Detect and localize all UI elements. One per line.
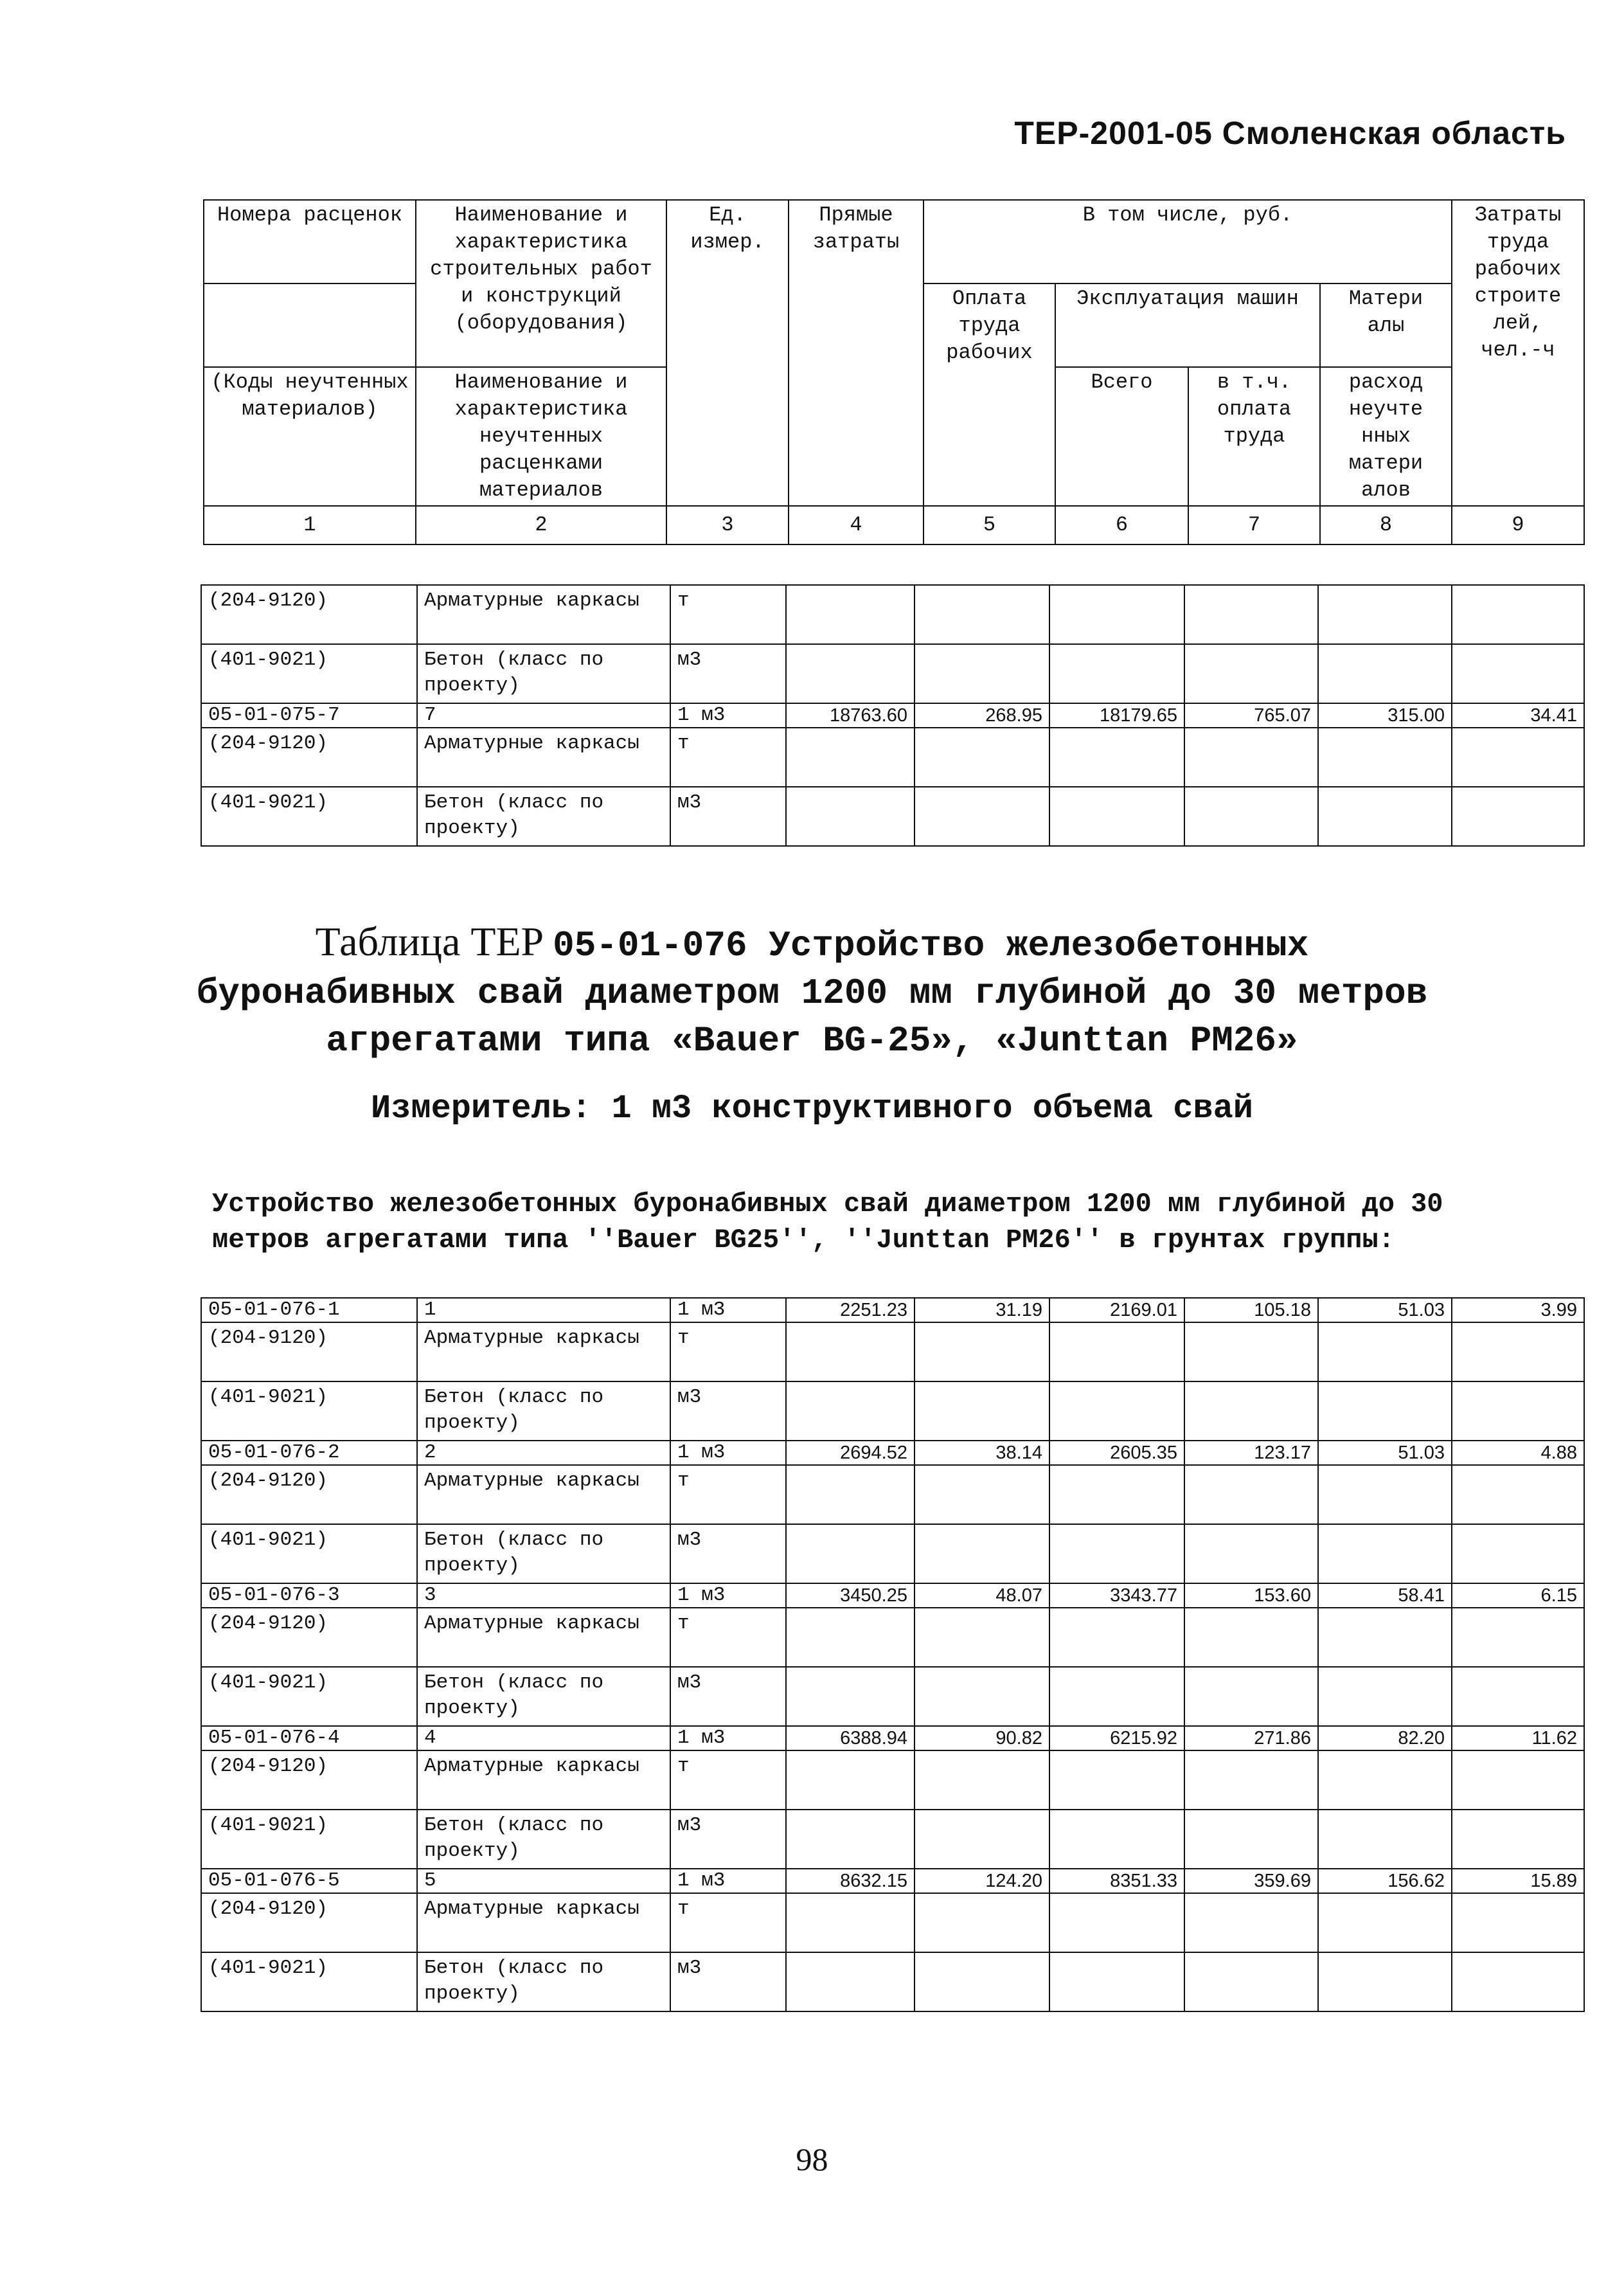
table-row xyxy=(201,1322,1584,1381)
row-labor-hours xyxy=(1452,644,1584,703)
row-materials xyxy=(1318,787,1452,846)
row-unit: 1 м3 xyxy=(670,1726,786,1750)
row-name: Арматурные каркасы xyxy=(417,728,670,787)
row-unit: м3 xyxy=(670,1952,786,2011)
row-labor-pay xyxy=(915,1465,1049,1524)
row-direct-costs xyxy=(786,644,915,703)
column-number: 7 xyxy=(1188,506,1320,544)
row-code: 05-01-076-3 xyxy=(201,1583,417,1608)
header-rate-numbers: Номера расценок xyxy=(204,200,416,283)
row-labor-pay xyxy=(915,1667,1049,1726)
row-machine-labor xyxy=(1184,787,1318,846)
row-labor-pay xyxy=(915,1608,1049,1667)
row-materials xyxy=(1318,1381,1452,1441)
row-labor-pay xyxy=(915,1524,1049,1583)
row-direct-costs xyxy=(786,1465,915,1524)
row-direct-costs xyxy=(786,1608,915,1667)
row-labor-pay xyxy=(915,728,1049,787)
table-row xyxy=(201,1893,1584,1952)
row-labor-pay: 31.19 xyxy=(915,1298,1049,1322)
row-labor-pay xyxy=(915,1750,1049,1810)
row-machine-total xyxy=(1049,1381,1184,1441)
row-direct-costs xyxy=(786,787,915,846)
row-unit: м3 xyxy=(670,1381,786,1441)
row-machine-labor: 271.86 xyxy=(1184,1726,1318,1750)
row-code: (204-9120) xyxy=(201,1750,417,1810)
row-materials: 51.03 xyxy=(1318,1298,1452,1322)
row-labor-pay xyxy=(915,1893,1049,1952)
row-name: Арматурные каркасы xyxy=(417,1893,670,1952)
column-number: 4 xyxy=(789,506,924,544)
row-unit: 1 м3 xyxy=(670,1583,786,1608)
table-row xyxy=(201,585,1584,644)
row-unit: м3 xyxy=(670,1810,786,1869)
row-unit: т xyxy=(670,728,786,787)
row-labor-hours xyxy=(1452,1524,1584,1583)
row-code: (204-9120) xyxy=(201,728,417,787)
row-labor-pay: 90.82 xyxy=(915,1726,1049,1750)
row-machine-total xyxy=(1049,1322,1184,1381)
row-labor-hours xyxy=(1452,728,1584,787)
title-line2: буронабивных свай диаметром 1200 мм глубиной до 30 метров xyxy=(196,973,1428,1014)
row-name: 3 xyxy=(417,1583,670,1608)
row-machine-total: 6215.92 xyxy=(1049,1726,1184,1750)
row-machine-total xyxy=(1049,585,1184,644)
row-machine-labor: 359.69 xyxy=(1184,1869,1318,1893)
row-machine-labor: 105.18 xyxy=(1184,1298,1318,1322)
row-unit: м3 xyxy=(670,1667,786,1726)
row-unit: м3 xyxy=(670,1524,786,1583)
header-including-rub: В том числе, руб. xyxy=(924,200,1452,283)
table-row xyxy=(201,1869,1584,1893)
row-unit: 1 м3 xyxy=(670,1298,786,1322)
row-direct-costs xyxy=(786,585,915,644)
column-header-table xyxy=(203,199,1585,545)
row-machine-total: 3343.77 xyxy=(1049,1583,1184,1608)
row-materials xyxy=(1318,644,1452,703)
row-code: (401-9021) xyxy=(201,1667,417,1726)
row-materials: 82.20 xyxy=(1318,1726,1452,1750)
row-machine-total xyxy=(1049,1810,1184,1869)
row-labor-hours xyxy=(1452,1322,1584,1381)
table-row xyxy=(201,1608,1584,1667)
row-materials xyxy=(1318,1952,1452,2011)
row-code: (204-9120) xyxy=(201,1322,417,1381)
header-machine-labor: в т.ч. оплата труда xyxy=(1188,367,1320,506)
header-material-codes: (Коды неучтенных материалов) xyxy=(204,367,416,506)
table-row xyxy=(201,728,1584,787)
row-name: Арматурные каркасы xyxy=(417,585,670,644)
row-labor-hours xyxy=(1452,1381,1584,1441)
row-labor-hours xyxy=(1452,585,1584,644)
row-machine-total xyxy=(1049,1750,1184,1810)
row-labor-hours xyxy=(1452,1608,1584,1667)
table-row xyxy=(201,1750,1584,1810)
table-row xyxy=(201,1298,1584,1322)
row-name: Арматурные каркасы xyxy=(417,1322,670,1381)
row-unit: т xyxy=(670,585,786,644)
row-machine-total xyxy=(1049,787,1184,846)
row-code: 05-01-076-4 xyxy=(201,1726,417,1750)
row-materials xyxy=(1318,1893,1452,1952)
row-code: (204-9120) xyxy=(201,1893,417,1952)
row-code: 05-01-076-5 xyxy=(201,1869,417,1893)
row-direct-costs xyxy=(786,1893,915,1952)
row-machine-labor xyxy=(1184,1667,1318,1726)
header-labor-hours: Затраты труда рабочих строите лей, чел.-ч xyxy=(1452,200,1584,506)
row-direct-costs xyxy=(786,1322,915,1381)
column-number: 1 xyxy=(204,506,416,544)
row-labor-pay: 124.20 xyxy=(915,1869,1049,1893)
row-machine-labor xyxy=(1184,1524,1318,1583)
row-machine-total xyxy=(1049,1952,1184,2011)
row-materials xyxy=(1318,585,1452,644)
table-title xyxy=(0,918,1624,1065)
section-subtitle: Устройство железобетонных буронабивных свай диаметром 1200 мм глубиной до 30 метров агрегатами типа ''Bauer BG25'', ''Junttan PM26'' в грунтах группы: xyxy=(212,1189,1443,1255)
header-machine-operation: Эксплуатация машин xyxy=(1055,283,1320,367)
row-materials: 58.41 xyxy=(1318,1583,1452,1608)
row-direct-costs xyxy=(786,1524,915,1583)
row-name: Арматурные каркасы xyxy=(417,1608,670,1667)
row-labor-hours xyxy=(1452,787,1584,846)
row-code: (401-9021) xyxy=(201,1810,417,1869)
row-materials: 51.03 xyxy=(1318,1441,1452,1465)
row-machine-total xyxy=(1049,1667,1184,1726)
row-machine-labor xyxy=(1184,1810,1318,1869)
table-row xyxy=(201,1810,1584,1869)
row-labor-pay xyxy=(915,1810,1049,1869)
row-machine-labor: 153.60 xyxy=(1184,1583,1318,1608)
column-number: 6 xyxy=(1055,506,1188,544)
row-materials xyxy=(1318,1750,1452,1810)
row-direct-costs: 3450.25 xyxy=(786,1583,915,1608)
row-materials xyxy=(1318,1524,1452,1583)
row-code: 05-01-076-2 xyxy=(201,1441,417,1465)
row-direct-costs xyxy=(786,1810,915,1869)
row-unit: м3 xyxy=(670,787,786,846)
row-labor-hours xyxy=(1452,1810,1584,1869)
row-materials: 315.00 xyxy=(1318,703,1452,728)
row-labor-hours xyxy=(1452,1893,1584,1952)
row-machine-labor xyxy=(1184,1893,1318,1952)
row-materials xyxy=(1318,1465,1452,1524)
page-header: ТЕР-2001-05 Смоленская область xyxy=(1014,115,1566,151)
row-labor-hours xyxy=(1452,1750,1584,1810)
row-name: 4 xyxy=(417,1726,670,1750)
title-line3: агрегатами типа «Bauer BG-25», «Junttan PM26» xyxy=(326,1020,1298,1061)
header-machine-total: Всего xyxy=(1055,367,1188,506)
header-unused-spacer xyxy=(204,283,416,367)
row-unit: т xyxy=(670,1893,786,1952)
row-name: Арматурные каркасы xyxy=(417,1465,670,1524)
row-materials xyxy=(1318,1608,1452,1667)
rates-table-075 xyxy=(201,584,1585,847)
row-materials xyxy=(1318,1322,1452,1381)
row-machine-total: 8351.33 xyxy=(1049,1869,1184,1893)
column-number: 2 xyxy=(416,506,666,544)
row-direct-costs: 18763.60 xyxy=(786,703,915,728)
row-name: Бетон (класс по проекту) xyxy=(417,1667,670,1726)
row-name: Бетон (класс по проекту) xyxy=(417,1952,670,2011)
row-machine-total: 2169.01 xyxy=(1049,1298,1184,1322)
row-machine-labor: 123.17 xyxy=(1184,1441,1318,1465)
row-labor-pay: 48.07 xyxy=(915,1583,1049,1608)
row-direct-costs: 2694.52 xyxy=(786,1441,915,1465)
row-unit: 1 м3 xyxy=(670,1869,786,1893)
row-name: 2 xyxy=(417,1441,670,1465)
row-code: 05-01-075-7 xyxy=(201,703,417,728)
row-labor-hours: 3.99 xyxy=(1452,1298,1584,1322)
row-code: (401-9021) xyxy=(201,644,417,703)
row-code: (401-9021) xyxy=(201,1524,417,1583)
header-labor-pay: Оплата труда рабочих xyxy=(924,283,1055,506)
row-code: (401-9021) xyxy=(201,787,417,846)
rates-table-076 xyxy=(201,1297,1585,2012)
column-number: 8 xyxy=(1320,506,1452,544)
row-direct-costs xyxy=(786,728,915,787)
row-code: 05-01-076-1 xyxy=(201,1298,417,1322)
row-unit: т xyxy=(670,1322,786,1381)
row-name: Бетон (класс по проекту) xyxy=(417,787,670,846)
row-labor-hours: 11.62 xyxy=(1452,1726,1584,1750)
header-unit: Ед. измер. xyxy=(666,200,789,506)
table-row xyxy=(201,1381,1584,1441)
row-machine-total xyxy=(1049,1893,1184,1952)
row-materials: 156.62 xyxy=(1318,1869,1452,1893)
title-lead: Таблица ТЕР xyxy=(315,919,544,964)
row-machine-labor xyxy=(1184,585,1318,644)
row-labor-pay xyxy=(915,1381,1049,1441)
column-number: 9 xyxy=(1452,506,1584,544)
table-row xyxy=(201,1952,1584,2011)
row-materials xyxy=(1318,728,1452,787)
table-row xyxy=(201,787,1584,846)
row-name: 1 xyxy=(417,1298,670,1322)
row-machine-total xyxy=(1049,1465,1184,1524)
row-labor-hours: 34.41 xyxy=(1452,703,1584,728)
column-number: 3 xyxy=(666,506,789,544)
row-name: Бетон (класс по проекту) xyxy=(417,644,670,703)
row-unit: т xyxy=(670,1608,786,1667)
row-name: Бетон (класс по проекту) xyxy=(417,1381,670,1441)
row-machine-labor: 765.07 xyxy=(1184,703,1318,728)
table-row xyxy=(201,703,1584,728)
table-row xyxy=(201,1441,1584,1465)
row-machine-total xyxy=(1049,728,1184,787)
row-labor-pay xyxy=(915,787,1049,846)
row-unit: 1 м3 xyxy=(670,1441,786,1465)
table-row xyxy=(201,1667,1584,1726)
table-row xyxy=(201,1465,1584,1524)
row-machine-total xyxy=(1049,1608,1184,1667)
row-code: (204-9120) xyxy=(201,1465,417,1524)
row-code: (204-9120) xyxy=(201,585,417,644)
header-direct-costs: Прямые затраты xyxy=(789,200,924,506)
row-name: 7 xyxy=(417,703,670,728)
header-materials: Матери алы xyxy=(1320,283,1452,367)
header-unaccounted-materials: расход неучте нных матери алов xyxy=(1320,367,1452,506)
row-machine-total xyxy=(1049,1524,1184,1583)
row-labor-pay xyxy=(915,1322,1049,1381)
row-machine-labor xyxy=(1184,1608,1318,1667)
row-labor-pay xyxy=(915,585,1049,644)
row-unit: м3 xyxy=(670,644,786,703)
row-name: Арматурные каркасы xyxy=(417,1750,670,1810)
row-labor-hours: 15.89 xyxy=(1452,1869,1584,1893)
row-code: (204-9120) xyxy=(201,1608,417,1667)
row-direct-costs xyxy=(786,1750,915,1810)
title-line1: 05-01-076 Устройство железобетонных xyxy=(553,925,1309,966)
row-name: 5 xyxy=(417,1869,670,1893)
row-machine-total: 18179.65 xyxy=(1049,703,1184,728)
table-row xyxy=(201,1583,1584,1608)
measurement-unit: Измеритель: 1 м3 конструктивного объема свай xyxy=(370,1090,1254,1128)
row-machine-labor xyxy=(1184,1381,1318,1441)
row-materials xyxy=(1318,1810,1452,1869)
row-machine-labor xyxy=(1184,644,1318,703)
row-materials xyxy=(1318,1667,1452,1726)
table-row xyxy=(201,1726,1584,1750)
row-unit: 1 м3 xyxy=(670,703,786,728)
row-labor-hours xyxy=(1452,1952,1584,2011)
row-machine-labor xyxy=(1184,1322,1318,1381)
row-labor-hours: 4.88 xyxy=(1452,1441,1584,1465)
row-code: (401-9021) xyxy=(201,1952,417,2011)
column-number: 5 xyxy=(924,506,1055,544)
row-direct-costs: 6388.94 xyxy=(786,1726,915,1750)
row-direct-costs xyxy=(786,1381,915,1441)
row-labor-pay xyxy=(915,1952,1049,2011)
row-unit: т xyxy=(670,1750,786,1810)
header-material-names: Наименование и характеристика неучтенных расценками материалов xyxy=(416,367,666,506)
row-direct-costs xyxy=(786,1952,915,2011)
row-machine-total: 2605.35 xyxy=(1049,1441,1184,1465)
row-labor-hours xyxy=(1452,1465,1584,1524)
row-machine-labor xyxy=(1184,1952,1318,2011)
row-name: Бетон (класс по проекту) xyxy=(417,1524,670,1583)
row-code: (401-9021) xyxy=(201,1381,417,1441)
table-row xyxy=(201,644,1584,703)
row-machine-labor xyxy=(1184,1750,1318,1810)
row-name: Бетон (класс по проекту) xyxy=(417,1810,670,1869)
row-unit: т xyxy=(670,1465,786,1524)
row-labor-hours: 6.15 xyxy=(1452,1583,1584,1608)
row-labor-hours xyxy=(1452,1667,1584,1726)
header-work-name: Наименование и характеристика строительных работ и конструкций (оборудования) xyxy=(416,200,666,367)
row-direct-costs xyxy=(786,1667,915,1726)
row-labor-pay xyxy=(915,644,1049,703)
page-number: 98 xyxy=(796,2141,828,2177)
row-machine-labor xyxy=(1184,1465,1318,1524)
row-direct-costs: 2251.23 xyxy=(786,1298,915,1322)
row-machine-total xyxy=(1049,644,1184,703)
row-direct-costs: 8632.15 xyxy=(786,1869,915,1893)
table-row xyxy=(201,1524,1584,1583)
row-labor-pay: 268.95 xyxy=(915,703,1049,728)
row-machine-labor xyxy=(1184,728,1318,787)
row-labor-pay: 38.14 xyxy=(915,1441,1049,1465)
